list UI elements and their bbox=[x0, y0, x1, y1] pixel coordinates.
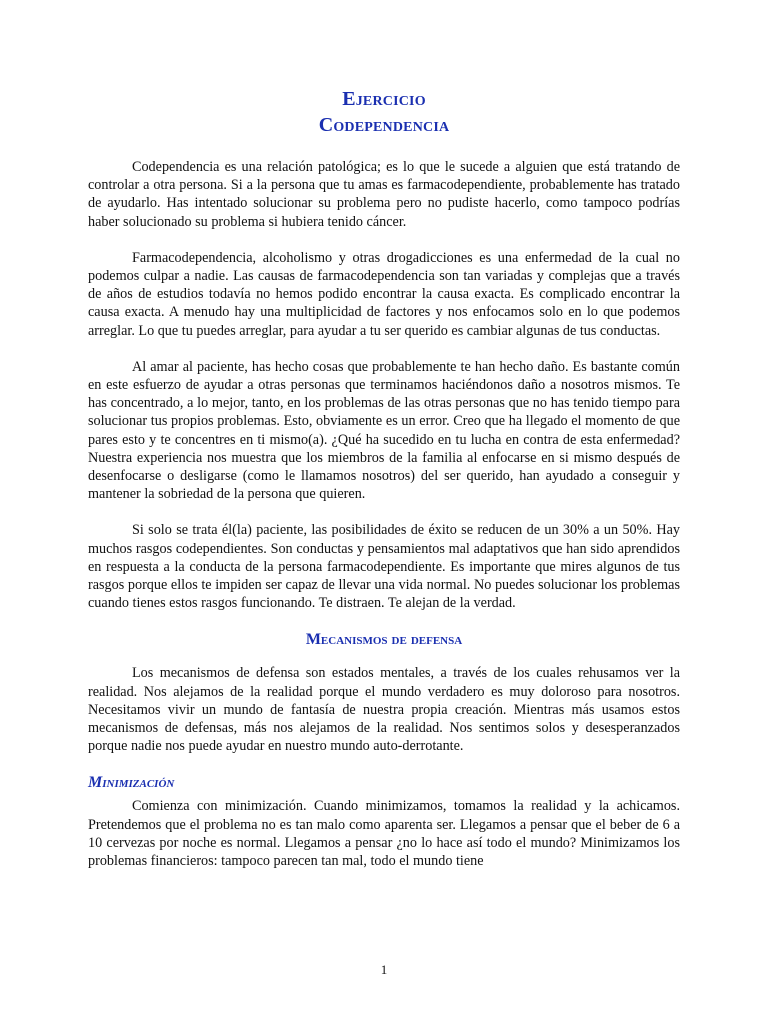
section-paragraph: Los mecanismos de defensa son estados mentales, a través de los cuales rehusamos ver la realidad. Nos alejamos de la realidad porque el mundo verdadero es muy doloroso para nosotros. Necesitamos vivir un mundo de fantasía de nuestra propia creación. Mientras más usamos estos mecanismos de defensas, más nos alejamos de la realidad. Nos sentimos solos y desesperanzados porque nadie nos puede ayudar en nuestro mundo auto-derrotante. bbox=[88, 665, 680, 755]
document-title-line-2: Codependencia bbox=[318, 114, 450, 136]
intro-paragraph-2: Farmacodependencia, alcoholismo y otras drogadicciones es una enfermedad de la cual no podemos culpar a nadie. Las causas de farmacodependencia son tan variadas y complejas que a través de años de estudios todavía no hemos podido encontrar la causa exacta. Es complicado encontrar la causa exacta. A menudo hay una multiplicidad de factores y nos enfocamos solo en lo que podemos arreglar. Lo que tu puedes arreglar, para ayudar a tu ser querido es cambiar algunas de tus conductas. bbox=[88, 249, 680, 339]
document-title-line-1: Ejercicio bbox=[342, 88, 426, 110]
intro-paragraph-4: Si solo se trata él(la) paciente, las posibilidades de éxito se reducen de un 30% a un 50%. Hay muchos rasgos codependientes. Son conductas y pensamientos mal adaptativos que han sido aprendidos en respuesta a la conducta de la persona farmacodependiente. Es importante que mires algunos de tus rasgos porque ellos te impiden ser capaz de llevar una vida normal. No puedes solucionar los problemas cuando tienes estos rasgos funcionando. Te distraen. Te alejan de la verdad. bbox=[88, 522, 680, 612]
subsection-title-minimizacion: Minimización bbox=[88, 774, 175, 792]
page-number: 1 bbox=[380, 962, 388, 977]
title-block bbox=[88, 86, 680, 138]
section-title-mecanismos: Mecanismos de defensa bbox=[305, 631, 463, 649]
intro-paragraph-3: Al amar al paciente, has hecho cosas que probablemente te han hecho daño. Es bastante común en este esfuerzo de ayudar a otras personas que terminamos haciéndonos daño a nosotros mismos. Te has concentrado, a lo mejor, tanto, en los problemas de las otras personas que no has tenido tiempo para solucionar tus propios problemas. Esto, obviamente es un error. Creo que ha llegado el momento de que pares esto y te concentres en ti mismo(a). ¿Qué ha sucedido en tu lucha en contra de esta enfermedad? Nuestra experiencia nos muestra que los miembros de la familia al enfocarse en si mismo después de desenfocarse o desligarse (como le llamamos nosotros) del ser querido, han ayudado a conseguir y mantener la sobriedad de la persona que quieren. bbox=[88, 358, 680, 503]
document-page bbox=[88, 86, 680, 888]
subsection-paragraph: Comienza con minimización. Cuando minimizamos, tomamos la realidad y la achicamos. Pretendemos que el problema no es tan malo como aparenta ser. Llegamos a pensar que el beber de 6 a 10 cervezas por noche es normal. Llegamos a pensar ¿no lo hace así todo el mundo? Minimizamos los problemas financieros: tampoco parecen tan mal, todo el mundo tiene bbox=[88, 798, 680, 870]
intro-paragraph-1: Codependencia es una relación patológica; es lo que le sucede a alguien que está tratando de controlar a otra persona. Si a la persona que tu amas es farmacodependiente, probablemente has tratado de ayudarlo. Has intentado solucionar su problema pero no pudiste hacerlo, como tampoco podrías haber solucionado su problema si hubiera tenido cáncer. bbox=[88, 159, 680, 230]
